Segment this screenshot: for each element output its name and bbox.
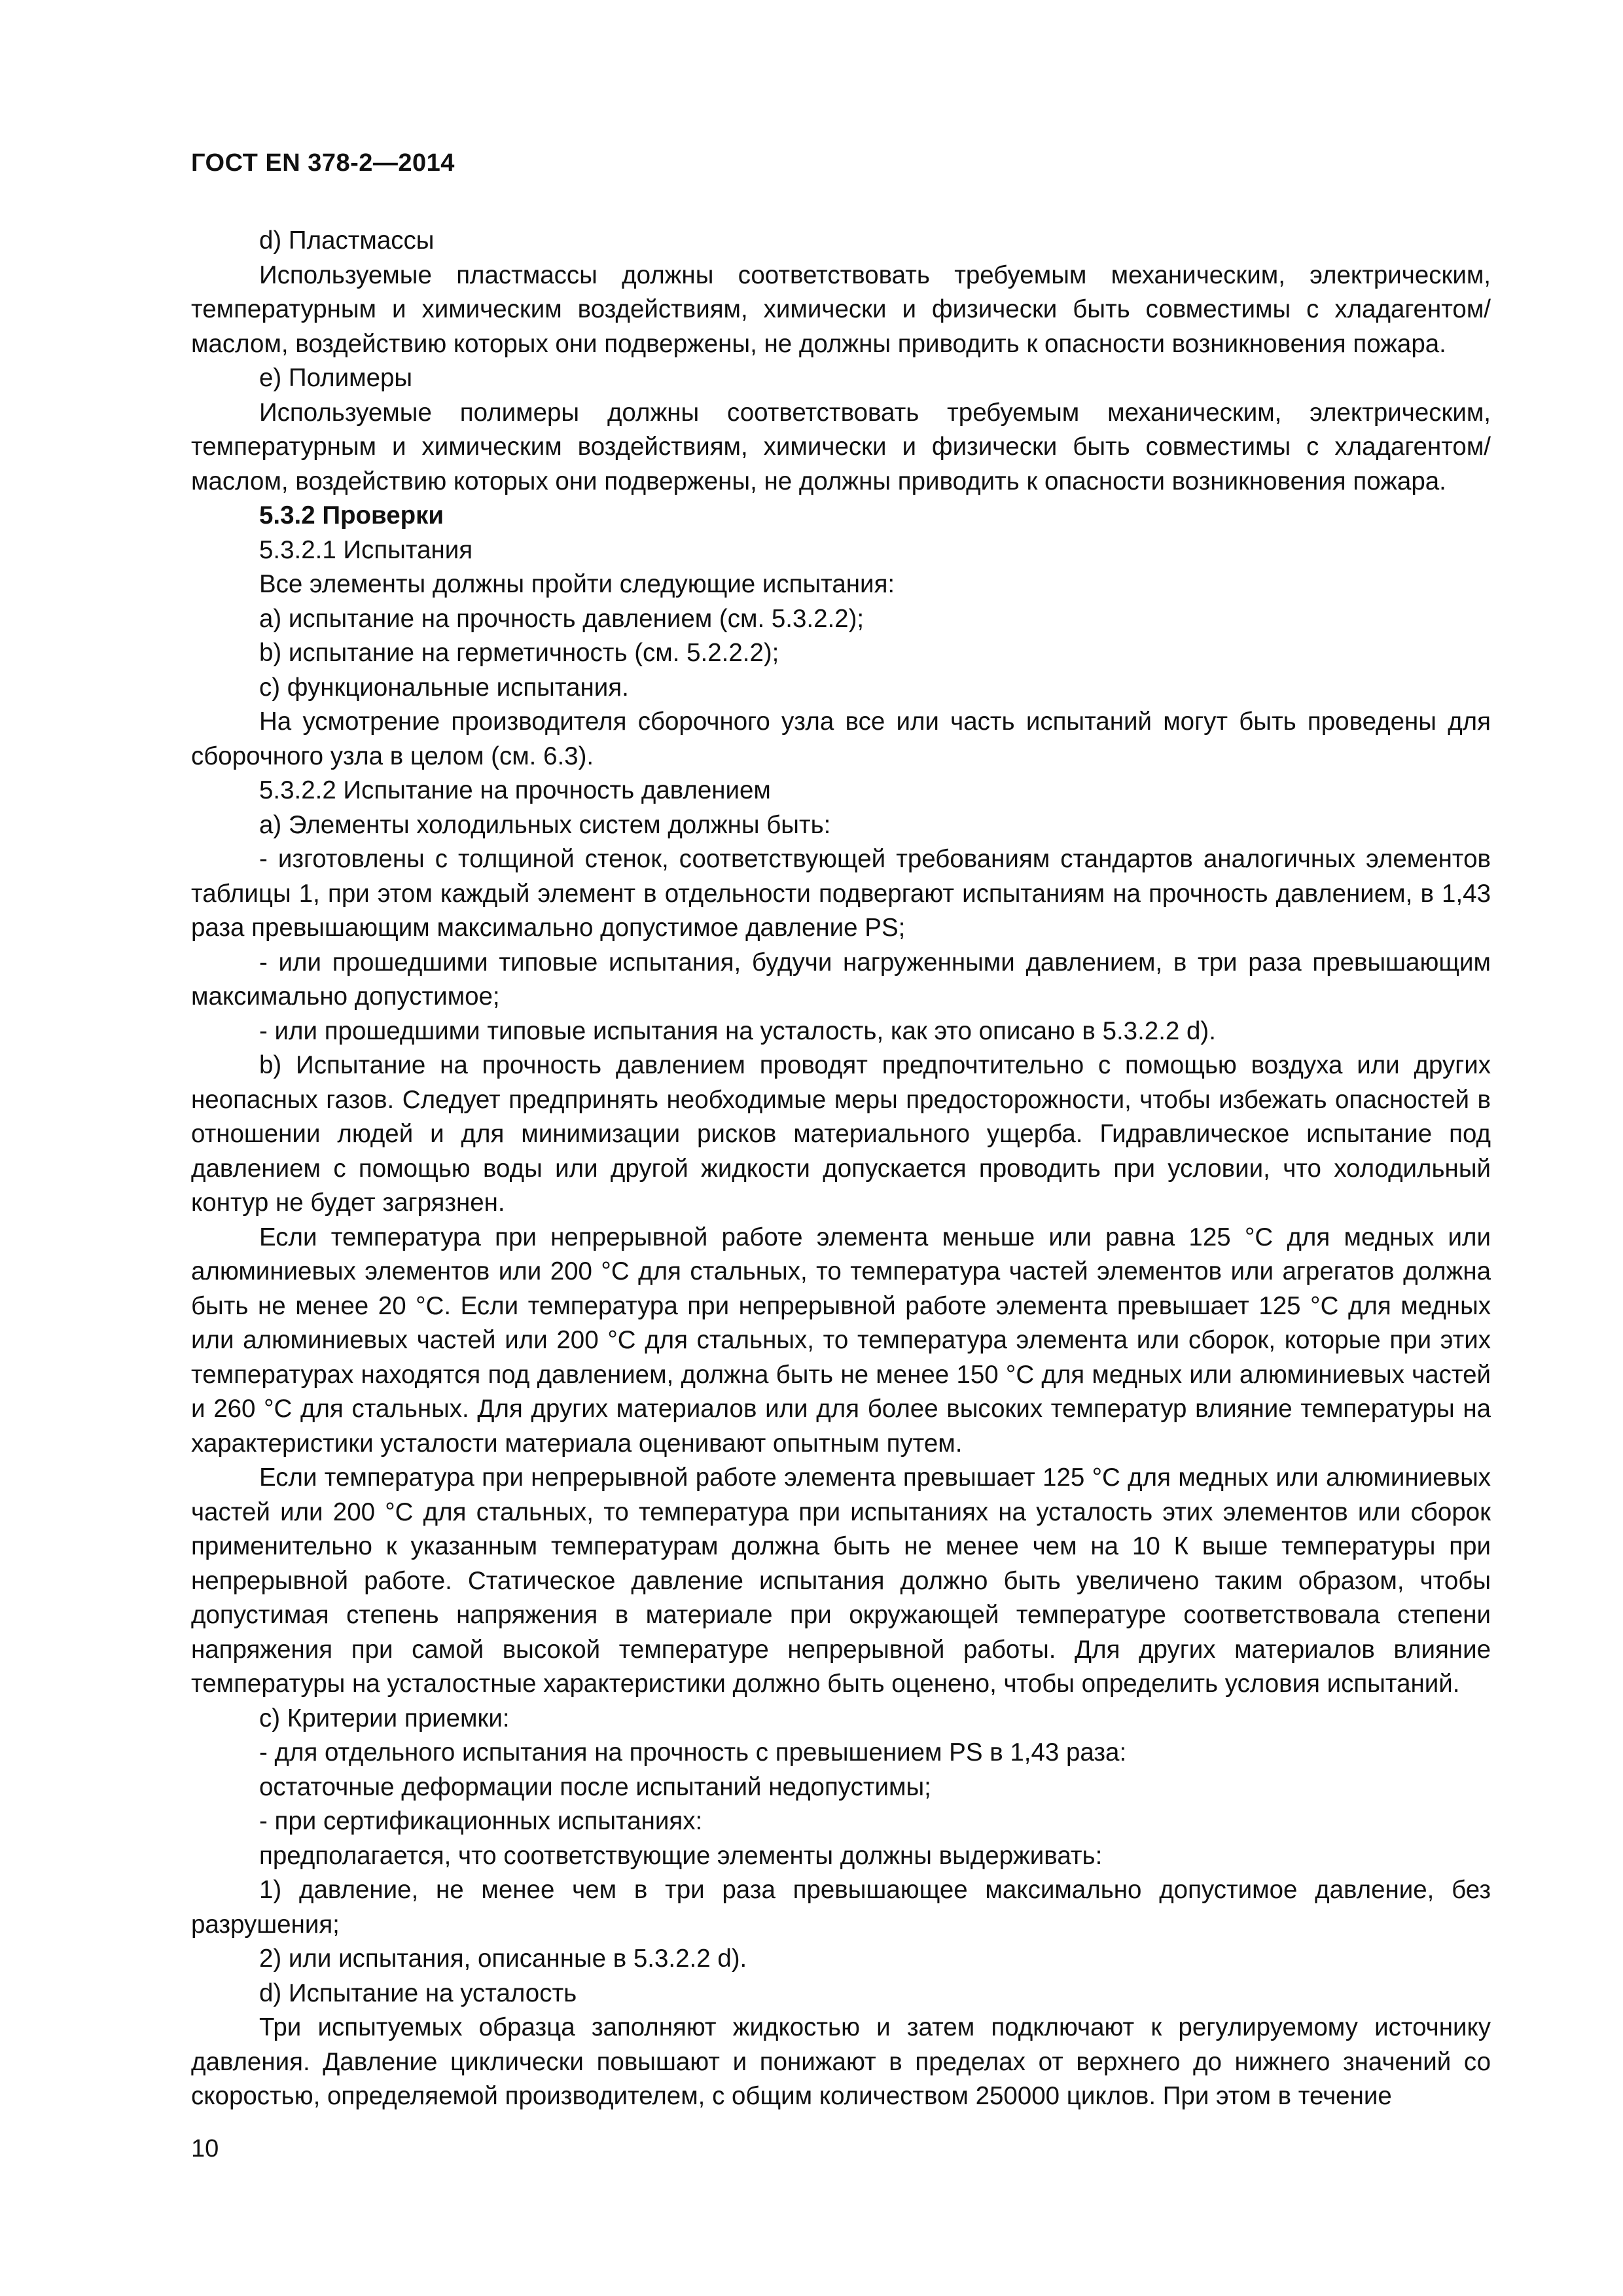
page-number: 10 xyxy=(191,2135,219,2162)
paragraph: Если температура при непрерывной работе элемента меньше или равна 125 °С для медных или алюминиевых элементов или 200 °С для стальных, то температура частей элементов или агрегатов должна быть не менее 20 °С. Если температура при непрерывной работе элемента превышает 125 °С для медных или алюминиевых частей или 200 °С для стальных, то температура элемента или сборок, которые при этих температурах находятся под давлением, должна быть не менее 150 °С для медных или алюминиевых частей и 260 °С для стальных. Для других материалов или для более высоких температур влияние температуры на характеристики усталости материала оценивают опытным путем. xyxy=(191,1223,1491,1458)
paragraph: Используемые пластмассы должны соответствовать требуемым механическим, электрическим, температурным и химическим воздействиям, химически и физически быть совместимы с хладагентом/маслом, воздействию которых они подвержены, не должны приводить к опасности возникновения пожара. xyxy=(191,260,1491,358)
paragraph: 5.3.2.1 Испытания xyxy=(259,535,473,564)
paragraph: Три испытуемых образца заполняют жидкостью и затем подключают к регулируемому источнику давления. Давление циклически повышают и понижают в пределах от верхнего до нижнего значений со скоростью, определяемой производителем, с общим количеством 250000 циклов. При этом в течение xyxy=(191,2013,1491,2110)
paragraph: d) Испытание на усталость xyxy=(259,1979,577,2007)
paragraph: - для отдельного испытания на прочность с превышением PS в 1,43 раза: xyxy=(259,1738,1127,1767)
paragraph: - или прошедшими типовые испытания на усталость, как это описано в 5.3.2.2 d). xyxy=(259,1016,1216,1045)
paragraph: Используемые полимеры должны соответствовать требуемым механическим, электрическим, температурным и химическим воздействиям, химически и физически быть совместимы с хладагентом/маслом, воздействию которых они подвержены, не должны приводить к опасности возникновения пожара. xyxy=(191,398,1491,495)
paragraph: На усмотрение производителя сборочного узла все или часть испытаний могут быть проведены для сборочного узла в целом (см. 6.3). xyxy=(191,708,1491,770)
paragraph: Если температура при непрерывной работе элемента превышает 125 °С для медных или алюминиевых частей или 200 °С для стальных, то температура при испытаниях на усталость этих элементов или сборок применительно к указанным температурам должна быть не менее чем на 10 К выше температуры при непрерывной работе. Статическое давление испытания должно быть увеличено таким образом, чтобы допустимая степень напряжения в материале при окружающей температуре соответствовала степени напряжения при самой высокой температуре непрерывной работы. Для других материалов влияние температуры на усталостные характеристики должно быть оценено, чтобы определить условия испытаний. xyxy=(191,1463,1491,1698)
document-header: ГОСТ EN 378-2—2014 xyxy=(191,149,455,177)
paragraph: - при сертификационных испытаниях: xyxy=(259,1807,703,1835)
paragraph: 1) давление, не менее чем в три раза превышающее максимально допустимое давление, без разрушения; xyxy=(191,1876,1491,1939)
paragraph: остаточные деформации после испытаний недопустимы; xyxy=(259,1772,931,1801)
paragraph: предполагается, что соответствующие элементы должны выдерживать: xyxy=(259,1841,1103,1870)
document-body xyxy=(191,224,1491,2114)
paragraph: a) Элементы холодильных систем должны быть: xyxy=(259,810,831,839)
paragraph: е) Полимеры xyxy=(259,364,413,392)
paragraph: - изготовлены с толщиной стенок, соответствующей требованиям стандартов аналогичных элементов таблицы 1, при этом каждый элемент в отдельности подвергают испытаниям на прочность давлением, в 1,43 раза превышающим максимально допустимое давление PS; xyxy=(191,845,1491,942)
paragraph: b) испытание на герметичность (см. 5.2.2.2); xyxy=(259,639,779,667)
paragraph: 5.3.2.2 Испытание на прочность давлением xyxy=(259,776,771,804)
paragraph: a) испытание на прочность давлением (см. 5.3.2.2); xyxy=(259,604,865,633)
paragraph: 2) или испытания, описанные в 5.3.2.2 d). xyxy=(259,1945,747,1973)
paragraph: Все элементы должны пройти следующие испытания: xyxy=(259,570,895,598)
paragraph: b) Испытание на прочность давлением проводят предпочтительно с помощью воздуха или других неопасных газов. Следует предпринять необходимые меры предосторожности, чтобы избежать опасностей в отношении людей и для минимизации рисков материального ущерба. Гидравлическое испытание под давлением с помощью воды или другой жидкости допускается проводить при условии, что холодильный контур не будет загрязнен. xyxy=(191,1051,1491,1217)
paragraph: - или прошедшими типовые испытания, будучи нагруженными давлением, в три раза превышающим максимально допустимое; xyxy=(191,948,1491,1011)
paragraph: c) Критерии приемки: xyxy=(259,1704,510,1732)
section-heading: 5.3.2 Проверки xyxy=(259,501,444,529)
paragraph: d) Пластмассы xyxy=(259,226,435,255)
paragraph: c) функциональные испытания. xyxy=(259,673,629,702)
